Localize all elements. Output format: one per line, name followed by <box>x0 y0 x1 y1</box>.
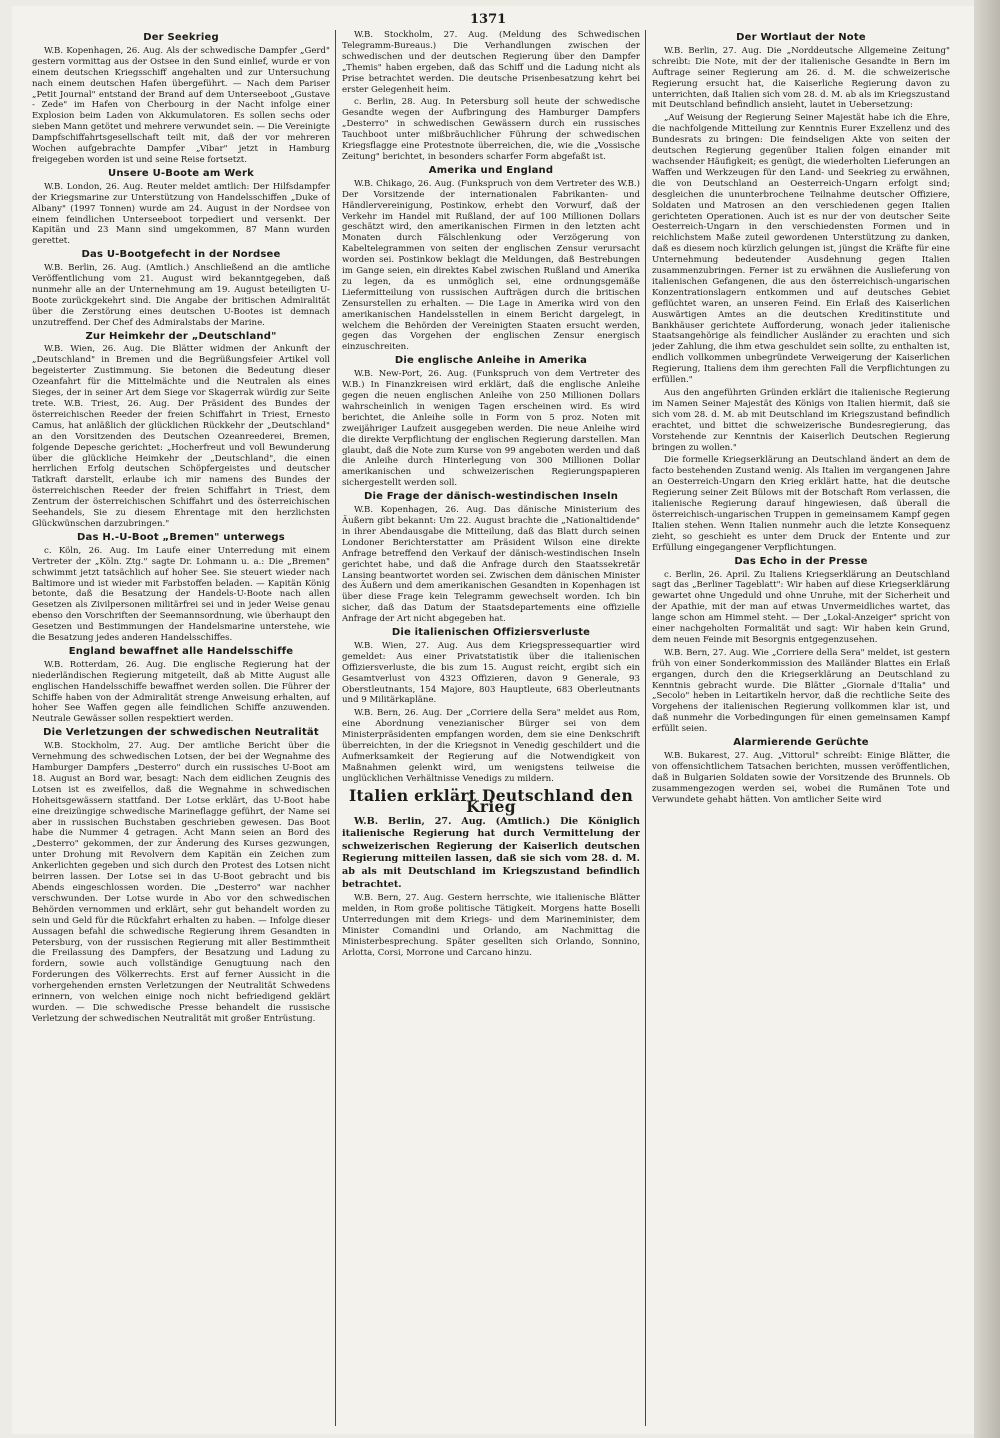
article-paragraph: W.B. Bern, 27. Aug. Wie „Corriere della Sera" meldet, ist gestern früh von einer Sonderkommission des Mailänder Blattes ein Erlaß ergangen, durch den die Kriegserklärung an Deutschland zu Kenntnis gebracht wurde. Die Blätter „Giornale d'Italia" und „Secolo" heben in Leitartikeln hervor, daß die rechtliche Seite des Vorgehens der italienischen Regierung vollkommen klar ist, und daß nunmehr die Vorbedingungen für einen gemeinsamen Kampf erfüllt seien. <box>652 647 950 735</box>
newspaper-page <box>12 6 974 1434</box>
column-3 <box>652 30 950 1426</box>
article-paragraph: c. Berlin, 28. Aug. In Petersburg soll heute der schwedische Gesandte wegen der Aufbringung des Hamburger Dampfers „Desterro" in schwedischen Gewässern durch ein russisches Tauchboot unter mißbräuchlicher Führung der schwedischen Kriegsflagge eine Protestnote überreichen, die, wie die „Vossische Zeitung" berichtet, in besonders scharfer Form abgefaßt ist. <box>342 97 640 162</box>
article-paragraph: W.B. Rotterdam, 26. Aug. Die englische Regierung hat der niederländischen Regierung mitgeteilt, daß ab Mitte August alle englischen Handelsschiffe bewaffnet werden sollen. Die Führer der Schiffe haben von der Admiralität strenge Anweisung erhalten, auf hoher See Waffen gegen alle feindlichen Schiffe anzuwenden. Neutrale Gewässer sollen respektiert werden. <box>32 659 330 725</box>
article-paragraph: Aus den angeführten Gründen erklärt die italienische Regierung im Namen Seiner Majestät des Königs von Italien hiermit, daß sie sich vom 28. d. M. ab mit Deutschland im Kriegszustand befindlich erachtet, und bittet die schweizerische Bundesregierung, das Vorstehende zur Kenntnis der Kaiserlich Deutschen Regierung bringen zu wollen." <box>652 388 950 453</box>
column-1 <box>32 30 330 1426</box>
section-heading: Der Seekrieg <box>143 32 219 43</box>
section-heading: Das Echo in der Presse <box>734 555 868 567</box>
column-2 <box>342 30 640 1426</box>
page-number: 1371 <box>470 12 507 27</box>
article-paragraph: W.B. London, 26. Aug. Reuter meldet amtlich: Der Hilfsdampfer der Kriegsmarine zur Unterstützung von Handelsschiffen „Duke of Albany" (1997 Tonnen) wurde am 24. August in der Nordsee von einem feindlichen Unterseeboot torpediert und versenkt. Der Kapitän und 23 Mann sind umgekommen, 87 Mann wurden gerettet. <box>32 181 330 247</box>
article-paragraph: W.B. Berlin, 26. Aug. (Amtlich.) Anschließend an die amtliche Veröffentlichung vom 21. August wird bekanntgegeben, daß nunmehr alle an der Unternehmung am 19. August beteiligten U-Boote zurückgekehrt sind. Die Angabe der britischen Admiralität über die Zerstörung eines deutschen U-Bootes ist demnach unzutreffend. Der Chef des Admiralstabs der Marine. <box>32 263 330 328</box>
main-headline: Italien erklärt Deutschland den Krieg <box>348 785 634 816</box>
section-heading: Die englische Anleihe in Amerika <box>394 355 588 367</box>
column-rule <box>335 30 336 1426</box>
section-heading: Die Frage der dänisch-westindischen Inseln <box>363 491 619 503</box>
book-binding-edge <box>974 0 1000 1438</box>
section-heading: Der Wortlaut der Note <box>736 32 866 43</box>
article-paragraph: W.B. New-Port, 26. Aug. (Funkspruch von dem Vertreter des W.B.) In Finanzkreisen wird erklärt, daß die englische Anleihe gegen die neuen englischen Anleihe von 250 Millionen Dollars wahrscheinlich in wenigen Tagen erscheinen wird. Es wird berichtet, die Anleihe solle in Form von 5 proz. Noten mit zweijähriger Laufzeit ausgegeben werden. Die neue Anleihe wird die direkte Verpflichtung der englischen Regierung darstellen. Man glaubt, daß die Note zum Kurse von 99 angeboten werden und daß die Anleihe durch Hinterlegung von 300 Millionen Dollar amerikanischen und schweizerischen Regierungspapieren sichergestellt werden soll. <box>342 369 640 489</box>
section-heading: Alarmierende Gerüchte <box>733 737 869 749</box>
article-paragraph: W.B. Stockholm, 27. Aug. Der amtliche Bericht über die Vernehmung des schwedischen Lotsen, der bei der Wegnahme des Hamburger Dampfers „Desterro" durch ein russisches U-Boot am 18. August an Bord war, besagt: Nach dem eidlichen Zeugnis des Lotsen ist es zweifellos, daß die Wegnahme in schwedischen Hoheitsgewässern stattfand. Der Lotse erklärt, das U-Boot habe eine dreizüngige schwedische Marineflagge geführt, der Name sei aber in russischen Buchstaben geschrieben gewesen. Das Boot habe die Nummer 4 getragen. Acht Mann seien an Bord des „Desterro" gekommen, der zur Änderung des Kurses gezwungen, unter Drohung mit Revolvern dem Kapitän ein Zeichen zum Ankerlichten gegeben und sich durch den Protest des Lotsen nicht beirren lassen. Der Lotse sei in das U-Boot gebracht und bis Abends eingeschlossen worden. Die „Desterro" war nachher verschwunden. Der Lotse wurde in Abo vor den schwedischen Behörden vernommen und erklärt, sehr gut behandelt worden zu sein und Geld für die Rückfahrt erhalten zu haben. — Infolge dieser Aussagen befahl die schwedische Regierung ihrem Gesandten in Petersburg, von der russischen Regierung mit aller Bestimmtheit die Freilassung des Dampfers, der Besatzung und Ladung zu fordern, sowie auch vollständige Genugtuung nach den Forderungen des Völkerrechts. Erst auf ferner Aussicht in die vorhergehenden ernsten Verletzungen der Neutralität Schwedens erinnern, von welchen einige noch nicht befriedigend geklärt wurden. — Die schwedische Presse behandelt die russische Verletzung der schwedischen Neutralität mit großer Entrüstung. <box>32 741 330 1024</box>
article-paragraph: W.B. Bern, 26. Aug. Der „Corriere della Sera" meldet aus Rom, eine Abordnung venezianischer Bürger sei von dem Ministerpräsidenten empfangen worden, dem sie eine Denkschrift überreichten, in der die Kriegsnot in Venedig geschildert und die Aufmerksamkeit der Regierung auf die Notwendigkeit von Maßnahmen gelenkt wird, um wenigstens teilweise die unglücklichen Verhältnisse Venedigs zu mildern. <box>342 708 640 784</box>
article-paragraph: W.B. Wien, 27. Aug. Aus dem Kriegspressequartier wird gemeldet: Aus einer Privatstatistik über die italienischen Offiziersverluste, die bis zum 15. August reicht, ergibt sich ein Gesamtverlust von 4323 Offizieren, davon 9 Generale, 93 Oberstleutnants, 154 Majore, 803 Hauptleute, 683 Oberleutnants und 9 Militärkapläne. <box>342 640 640 706</box>
section-heading: England bewaffnet alle Handelsschiffe <box>68 645 294 657</box>
section-heading: Zur Heimkehr der „Deutschland" <box>85 330 277 342</box>
section-heading: Amerika und England <box>428 164 554 176</box>
article-paragraph: W.B. Chikago, 26. Aug. (Funkspruch von dem Vertreter des W.B.) Der Vorsitzende der internationalen Fabrikanten- und Händlervereinigung, Postinkow, erhebt den Vorwurf, daß der Verkehr im Handel mit Rußland, der auf 100 Millionen Dollars geschätzt wird, den amerikanischen Firmen in den letzten acht Monaten durch Fälschlenkung oder Verzögerung von Kabeltelegrammen von seiten der englischen Zensur verursacht worden sei. Postinkow beklagt die Meldungen, daß Bestrebungen im Gange seien, ein direktes Kabel zwischen Rußland und Amerika zu legen, da es unmöglich sei, eine ordnungsgemäße Liefermitteilung von russischen Aufträgen durch die britischen Zensurstellen zu erhalten. — Die Lage in Amerika wird von den amerikanischen Handelsstellen in einem Bericht dargelegt, in welchem die Behörden der Vereinigten Staaten ersucht werden, gegen das Vorgehen der englischen Zensur energisch einzuschreiten. <box>342 178 640 353</box>
article-paragraph: W.B. Kopenhagen, 26. Aug. Das dänische Ministerium des Äußern gibt bekannt: Um 22. August brachte die „Nationaltidende" in ihrer Abendausgabe die Mitteilung, daß das Blatt durch seinen Londoner Berichterstatter am Präsident Wilson eine direkte Anfrage betreffend den Verkauf der dänisch-westindischen Inseln gerichtet habe, und daß die Anfrage durch den Staatssekretär Lansing beantwortet worden sei. Zwischen dem dänischen Minister des Äußern und dem amerikanischen Gesandten in Kopenhagen ist über diese Frage kein Telegramm gewechselt worden. Ich bin sicher, daß das Datum der Staatsdepartements eine offizielle Anfrage der Art nicht abgegeben hat. <box>342 505 640 625</box>
section-heading: Das H.-U-Boot „Bremen" unterwegs <box>77 531 285 543</box>
section-heading: Das U-Bootgefecht in der Nordsee <box>81 249 281 261</box>
article-paragraph: W.B. Wien, 26. Aug. Die Blätter widmen der Ankunft der „Deutschland" in Bremen und die Begrüßungsfeier Artikel voll begeisterter Zustimmung. Sie betonen die Bedeutung dieser Ozeanfahrt für die Mittelmächte und die Neutralen als eines Sieges, der in seiner Art dem Siege vor Skagerrak würdig zur Seite trete. W.B. Triest, 26. Aug. Der Präsident des Bundes der österreichischen Reeder der freien Schiffahrt in Triest, Ernesto Camus, hat anläßlich der glücklichen Rückkehr der „Deutschland" an den Vorsitzenden des Deutschen Ozeanreederei, Bremen, folgende Depesche gerichtet: „Hocherfreut und voll Bewunderung über die glückliche Heimkehr der „Deutschland", die einen herrlichen Erfolg deutschen Schöpfergeistes und deutscher Tatkraft darstellt, erlaube ich mir namens des Bundes der österreichischen Reeder der freien Schiffahrt in Triest, dem Zentrum der österreichischen Schiffahrt und des österreichischen Seehandels, Sie zu diesem Ehrentage mit den herzlichsten Glückwünschen darzubringen." <box>32 344 330 529</box>
article-paragraph: Die formelle Kriegserklärung an Deutschland ändert an dem de facto bestehenden Zustand wenig. Als Italien im vergangenen Jahre an Oesterreich-Ungarn den Krieg erklärt hatte, hat die deutsche Regierung seiner Zeit Bülows mit der Botschaft Rom verlassen, die italienische Regierung darauf hingewiesen, daß überall die österreichisch-ungarischen Truppen in gemeinsamem Kampf gegen Italien stehen. Wenn Italien nunmehr auch die letzte Konsequenz zieht, so geschieht es unter dem Druck der Entente und zur Erfüllung eingegangener Verpflichtungen. <box>652 455 950 553</box>
article-paragraph: W.B. Kopenhagen, 26. Aug. Als der schwedische Dampfer „Gerd" gestern vormittag aus der Ostsee in den Sund einlief, wurde er von einem deutschen Kriegsschiff angehalten und zur Untersuchung nach einem deutschen Hafen übergeführt. — Nach dem Pariser „Petit Journal" entstand der Brand auf dem Unterseeboot „Gustave - Zede" im Hafen von Cherbourg in der Nacht infolge einer Explosion beim Laden von Akkumulatoren. Es sollen sechs oder sieben Mann getötet und mehrere verwundet sein. — Die Vereinigte Dampfschiffahrtsgesellschaft teilt mit, daß der vor mehreren Wochen aufgebrachte Dampfer „Vibar" jetzt in Hamburg freigegeben worden ist und seine Reise fortsetzt. <box>32 45 330 165</box>
article-paragraph: c. Berlin, 26. April. Zu Italiens Kriegserklärung an Deutschland sagt das „Berliner Tageblatt": Wir haben auf diese Kriegserklärung gewartet ohne Ungeduld und ohne Unruhe, mit der Sicherheit und der Apathie, mit der man auf etwas Unvermeidliches wartet, das lange schon am Himmel steht. — Der „Lokal-Anzeiger" spricht von einer nachgeholten Formalität und sagt: Wir haben kein Grund, dem neuen Feinde mit Besorgnis entgegenzusehen. <box>652 569 950 645</box>
article-paragraph: W.B. Stockholm, 27. Aug. (Meldung des Schwedischen Telegramm-Bureaus.) Die Verhandlungen zwischen der schwedischen und der deutschen Regierung über den Dampfer „Themis" haben ergeben, daß das Schiff und die Ladung nicht als Prise betrachtet werden. Die deutsche Prisenbesatzung kehrt bei erster Gelegenheit heim. <box>342 30 640 95</box>
section-heading: Unsere U-Boote am Werk <box>108 167 254 179</box>
article-paragraph: W.B. Bern, 27. Aug. Gestern herrschte, wie italienische Blätter melden, in Rom große politische Tätigkeit. Morgens hatte Boselli Unterredungen mit dem Kriegs- und dem Marineminister, dem Minister Comandini und Orlando, am Nachmittag die Ministerbesprechung. Später gesellten sich Orlando, Sonnino, Arlotta, Corsi, Morrone und Carcano hinzu. <box>342 893 640 958</box>
article-paragraph: c. Köln, 26. Aug. Im Laufe einer Unterredung mit einem Vertreter der „Köln. Ztg." sagte Dr. Lohmann u. a.: Die „Bremen" schwimmt jetzt tatsächlich auf hoher See. Sie steuert wieder nach Baltimore und ist wieder mit Farbstoffen beladen. — Kapitän König betonte, daß die Besatzung der Handels-U-Boote nach allen Gesetzen als Zivilpersonen militärfrei sei und in jeder Weise genau ebenso den Vorschriften der Seemannsordnung, wie überhaupt den Gesetzen und Bestimmungen der Handelsmarine unterstehe, wie die Besatzung jedes anderen Handelsschiffes. <box>32 545 330 644</box>
article-paragraph: „Auf Weisung der Regierung Seiner Majestät habe ich die Ehre, die nachfolgende Mitteilung zur Kenntnis Eurer Exzellenz und des Bundesrats zu bringen: Die feindseligen Akte von seiten der deutschen Regierung gegenüber Italien folgen einander mit wachsender Häufigkeit; es genügt, die wiederholten Lieferungen an Waffen und Werkzeugen für den Land- und Seekrieg zu erwähnen, die von Deutschland an Oesterreich-Ungarn erfolgt sind; desgleichen die ununterbrochene Teilnahme deutscher Offiziere, Soldaten und Matrosen an den verschiedenen gegen Italien gerichteten Operationen. Auch ist es nur der von deutscher Seite Oesterreich-Ungarn in den verschiedensten Formen und in reichlichstem Maße zuteil gewordenen Unterstützung zu danken, daß es diesem noch kürzlich gelungen ist, jüngst die Kräfte für eine Unternehmung bedeutender Ausdehnung gegen Italien zusammenzubringen. Ferner ist zu erwähnen die Auslieferung von italienischen Gefangenen, die aus den österreichisch-ungarischen Konzentrationslagern entkommen und auf deutsches Gebiet geflüchtet waren, an unseren Feind. Ein Erlaß des Kaiserlichen Auswärtigen Amtes an die deutschen Kreditinstitute und Bankhäuser gerichtete Aufforderung, wonach jeder italienische Staatsangehörige als feindlicher Ausländer zu erachten und sich jeder Zahlung, die ihm etwa geschuldet sein sollte, zu enthalten ist, endlich vollkommen unbegründete Verweigerung der Kaiserlichen Regierung, Italiens dem ihm gerechten Fall die Verpflichtungen zu erfüllen." <box>652 113 950 386</box>
section-heading: Die italienischen Offiziersverluste <box>391 627 591 639</box>
article-paragraph: W.B. Bukarest, 27. Aug. „Vittorul" schreibt: Einige Blätter, die von offensichtlichem Tatsachen berichten, mussen veröffentlichen, daß in Bulgarien Soldaten sowie der Vorsitzende des Brunnels. Ob zusammengezogen werden sei, wobei die Rumänen Tote und Verwundete gehabt hätten. Von amtlicher Seite wird <box>652 751 950 805</box>
column-rule <box>645 30 646 1426</box>
bold-announcement: W.B. Berlin, 27. Aug. (Amtlich.) Die Königlich italienische Regierung hat durch Vermittelung der schweizerischen Regierung der Kaiserlich deutschen Regierung mitteilen lassen, daß sie sich vom 28. d. M. ab als mit Deutschland im Kriegszustand befindlich betrachtet. <box>342 815 640 890</box>
article-paragraph: W.B. Berlin, 27. Aug. Die „Norddeutsche Allgemeine Zeitung" schreibt: Die Note, mit der der italienische Gesandte in Bern im Auftrage seiner Regierung am 26. d. M. die schweizerische Regierung ersucht hat, die Kaiserliche Regierung davon zu unterrichten, daß Italien sich vom 28. d. M. ab als im Kriegszustand mit Deutschland befindlich ansieht, lautet in Uebersetzung: <box>652 45 950 111</box>
section-heading: Die Verletzungen der schwedischen Neutralität <box>43 727 319 739</box>
